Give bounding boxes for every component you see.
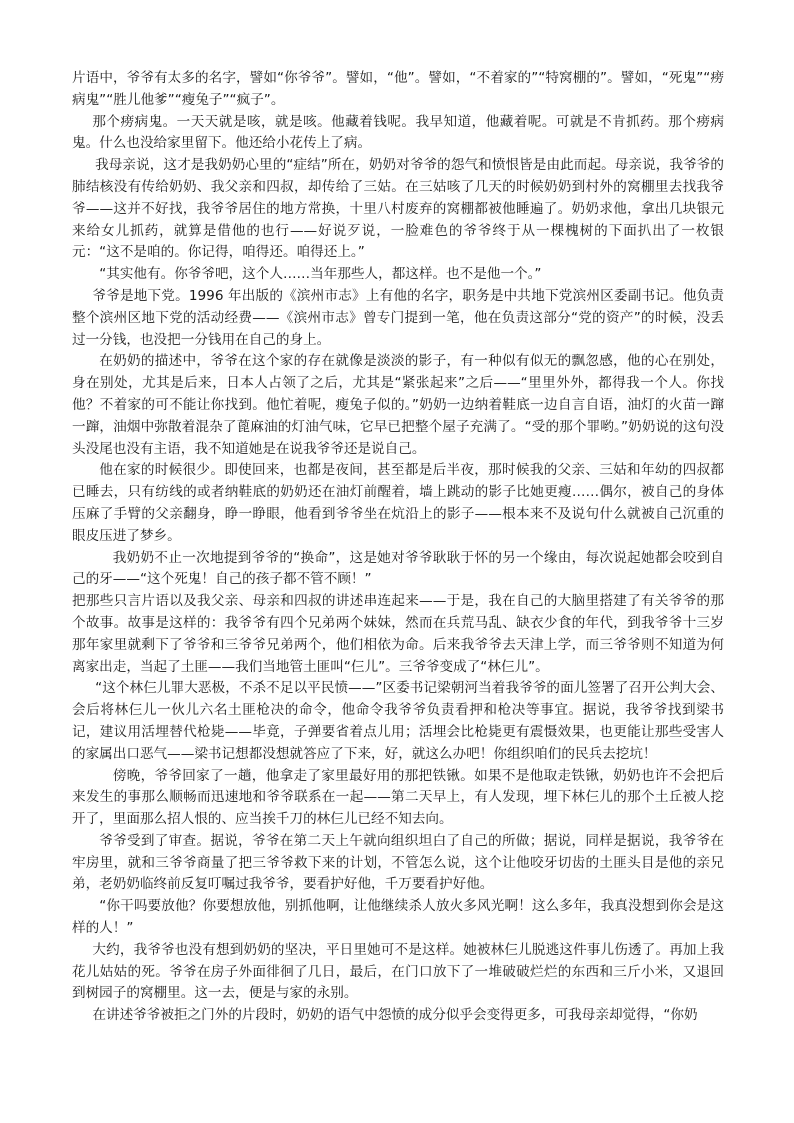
paragraph: 那个痨病鬼。一天天就是咳，就是咳。他藏着钱呢。我早知道，他藏着呢。可就是不肯抓药。那个痨病鬼。什么也没给家里留下。他还给小花传上了病。 xyxy=(72,113,724,152)
paragraph: 在讲述爷爷被拒之门外的片段时，奶奶的语气中怨愤的成分似乎会变得更多，可我母亲却觉得，“你奶 xyxy=(92,1007,698,1024)
document-page xyxy=(72,68,724,1027)
paragraph: 傍晚，爷爷回家了一趟，他拿走了家里最好用的那把铁锹。如果不是他取走铁锹，奶奶也许不会把后来发生的事那么顺畅而迅速地和爷爷联系在一起——第二天早上，有人发现，埋下林仨儿的那个土丘被人挖开了，里面那么招人恨的、应当挨千刀的林仨儿已经不知去向。 xyxy=(72,767,724,828)
paragraph: 爷爷受到了审查。据说，爷爷在第二天上午就向组织坦白了自己的所做；据说，同样是据说，我爷爷在牢房里，就和三爷爷商量了把三爷爷救下来的计划，不管怎么说，这个让他咬牙切齿的土匪头目是他的亲兄弟，老奶奶临终前反复叮嘱过我爷爷，要看护好他，千万要看护好他。 xyxy=(72,832,724,893)
paragraph: “这个林仨儿罪大恶极，不杀不足以平民愤——”区委书记梁朝河当着我爷爷的面儿签署了召开公判大会、会后将林仨儿一伙儿六名土匪枪决的命令，他命令我爷爷负责看押和枪决等事宜。据说，我爷爷找到梁书记，建议用活埋替代枪毙——毕竟，子弹要省着点儿用；活埋会比枪毙更有震慑效果，也更能让那些受害人的家属出口恶气——梁书记想都没想就答应了下来，好，就这么办吧！你组织咱们的民兵去挖坑！ xyxy=(72,680,724,762)
paragraph: 他在家的时候很少。即使回来，也都是夜间，甚至都是后半夜，那时候我的父亲、三姑和年幼的四叔都已睡去，只有纺线的或者纳鞋底的奶奶还在油灯前醒着，墙上跳动的影子比她更瘦……偶尔，被自己的身体压麻了手臂的父亲翻身，睁一睁眼，他看到爷爷坐在炕沿上的影子——根本来不及说句什么就被自己沉重的眼皮压进了梦乡。 xyxy=(72,462,724,544)
paragraph: 在奶奶的描述中，爷爷在这个家的存在就像是淡淡的影子，有一种似有似无的飘忽感，他的心在别处，身在别处，尤其是后来，日本人占领了之后，尤其是“紧张起来”之后——“里里外外，都得我一个人。你找他？不着家的可不能让你找到。他忙着呢，瘦兔子似的。”奶奶一边纳着鞋底一边自言自语，油灯的火苗一蹿一蹿，油烟中弥散着混杂了蓖麻油的灯油气味，它早已把整个屋子充满了。“受的那个罪哟。”奶奶说的这句没头没尾也没有主语，我不知道她是在说我爷爷还是说自己。 xyxy=(72,353,724,457)
paragraph: “其实他有。你爷爷吧，这个人……当年那些人，都这样。也不是他一个。” xyxy=(99,266,542,283)
paragraph: 大约，我爷爷也没有想到奶奶的坚决，平日里她可不是这样。她被林仨儿脱逃这件事儿伤透了。再加上我花儿姑姑的死。爷爷在房子外面徘徊了几日，最后，在门口放下了一堆破破烂烂的东西和三斤小米，又退回到树园子的窝棚里。这一去，便是与家的永别。 xyxy=(72,941,724,1002)
paragraph: “你干吗要放他？你要想放他，别抓他啊，让他继续杀人放火多风光啊！这么多年，我真没想到你会是这样的人！” xyxy=(72,898,724,937)
paragraph: 爷爷是地下党。1996 年出版的《滨州市志》上有他的名字，职务是中共地下党滨州区委副书记。他负责整个滨州区地下党的活动经费——《滨州市志》曾专门提到一笔，他在负责这部分“党的资产”的时候，没丢过一分钱，也没把一分钱用在自己的身上。 xyxy=(72,287,724,348)
paragraph: 把那些只言片语以及我父亲、母亲和四叔的讲述串连起来——于是，我在自己的大脑里搭建了有关爷爷的那个故事。故事是这样的：我爷爷有四个兄弟两个妹妹，然而在兵荒马乱、缺衣少食的年代，到我爷爷十三岁那年家里就剩下了爷爷和三爷爷兄弟两个，他们相依为命。后来我爷爷去天津上学，而三爷爷则不知道为何离家出走，当起了土匪——我们当地管土匪叫“仨儿”。三爷爷变成了“林仨儿”。 xyxy=(72,593,724,675)
paragraph: 我母亲说，这才是我奶奶心里的“症结”所在，奶奶对爷爷的怨气和愤恨皆是由此而起。母亲说，我爷爷的肺结核没有传给奶奶、我父亲和四叔，却传给了三姑。在三姑咳了几天的时候奶奶到村外的窝棚里去找我爷爷——这并不好找，我爷爷居住的地方常换，十里八村废弃的窝棚都被他睡遍了。奶奶求他，拿出几块银元来给女儿抓药，就算是借他的也行——好说歹说，一脸难色的爷爷终于从一棵槐树的下面扒出了一枚银元：“这不是咱的。你记得，咱得还。咱得还上。” xyxy=(72,157,724,261)
paragraph: 片语中，爷爷有太多的名字，譬如“你爷爷”。譬如，“他”。譬如，“不着家的”“特窝棚的”。譬如，“死鬼”“痨病鬼”“胜儿他爹”“瘦兔子”“疯子”。 xyxy=(72,70,724,108)
paragraph: 我奶奶不止一次地提到爷爷的“换命”，这是她对爷爷耿耿于怀的另一个缘由，每次说起她都会咬到自己的牙——“这个死鬼！自己的孩子都不管不顾！” xyxy=(72,549,724,588)
